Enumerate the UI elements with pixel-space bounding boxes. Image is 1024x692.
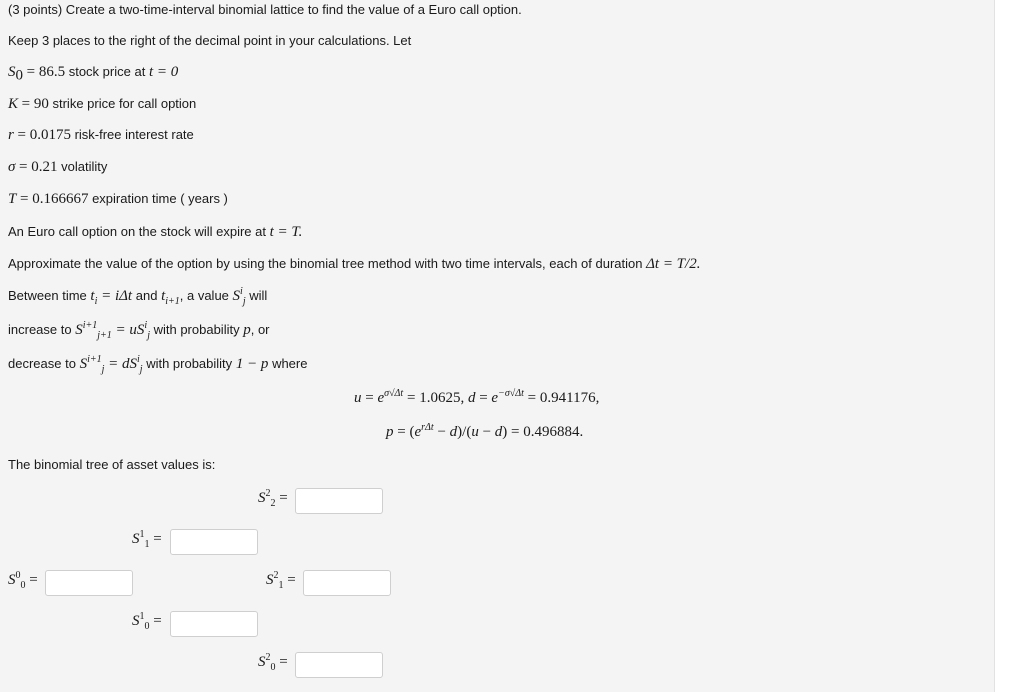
input-s01[interactable] xyxy=(170,611,258,637)
decrease-text: decrease to xyxy=(8,356,76,371)
between-will: will xyxy=(249,288,268,303)
increase-line xyxy=(8,320,270,341)
approx-math: Δt = T/2. xyxy=(646,256,701,272)
between-math-ti: $t_i = i\Delta t$ xyxy=(90,288,133,307)
decrease-p: 1 − p xyxy=(235,356,269,372)
param-t: T = 0.166667 expiration time ( years ) xyxy=(8,191,228,207)
between-math-s: $S^i_j$ xyxy=(232,286,246,307)
param-value: 0.21 xyxy=(31,159,58,175)
node-label-s12: $S^2_1$ = xyxy=(266,570,296,591)
between-tail: , a value xyxy=(179,288,229,303)
input-s12[interactable] xyxy=(303,570,391,596)
param-k: K = 90 strike price for call option xyxy=(8,96,197,112)
between-and: and xyxy=(135,288,158,303)
increase-p: p xyxy=(243,322,251,338)
param-desc: expiration time ( years ) xyxy=(92,191,228,206)
param-symbol: K xyxy=(8,96,19,112)
increase-text: increase to xyxy=(8,322,72,337)
node-label-s02: $S^2_0$ = xyxy=(258,652,288,673)
d-value: 0.941176 xyxy=(539,390,596,406)
decrease-tail: with probability xyxy=(146,356,233,371)
decrease-line xyxy=(8,354,308,375)
param-symbol: S xyxy=(8,64,16,80)
node-label-s01: $S^1_0$ = xyxy=(132,611,162,632)
approx-text: Approximate the value of the option by using the binomial tree method with two time intervals, each of duration xyxy=(8,256,643,271)
u-d-equation: $u = e^{\sigma√\Delta t} = 1.0625$, $d = e^{-\sigma√\Delta t} = 0.941176$, xyxy=(354,388,600,406)
param-s0: $S_0 = 86.5$ stock price at t = 0 xyxy=(8,64,179,84)
input-s11[interactable] xyxy=(170,529,258,555)
problem-header: (3 points) Create a two-time-interval binomial lattice to find the value of a Euro call option. xyxy=(8,2,522,17)
param-symbol-sub: 0 xyxy=(15,67,23,84)
expire-text: An Euro call option on the stock will expire at xyxy=(8,224,266,239)
approx-line xyxy=(8,256,700,272)
decrease-math: $S^{i+1}_j = dS^i_j$ xyxy=(79,354,143,375)
decrease-where: where xyxy=(272,356,308,371)
param-value: 86.5 xyxy=(38,64,66,80)
expire-math: t = T. xyxy=(269,224,303,240)
param-value: 90 xyxy=(33,96,49,112)
u-value: 1.0625 xyxy=(419,390,461,406)
param-symbol: T xyxy=(8,191,17,207)
param-desc: volatility xyxy=(61,159,108,174)
p-equation: $p = (e^{r\Delta t} - d)/(u - d) = 0.496884$. xyxy=(386,422,584,440)
param-tail: t = 0 xyxy=(148,64,179,80)
param-symbol: r xyxy=(8,127,14,143)
p-value: 0.496884 xyxy=(523,424,580,440)
increase-tail: with probability xyxy=(153,322,240,337)
between-line xyxy=(8,286,268,307)
param-desc: stock price at xyxy=(68,64,146,79)
node-label-s00: $S^0_0$ = xyxy=(8,570,38,591)
node-label-s22: $S^2_2$ = xyxy=(258,488,288,509)
increase-or: , or xyxy=(250,322,270,337)
param-symbol: σ xyxy=(8,159,16,175)
between-text: Between time xyxy=(8,288,87,303)
param-value: 0.166667 xyxy=(32,191,89,207)
param-desc: strike price for call option xyxy=(52,96,197,111)
increase-math: $S^{i+1}_{j+1} = uS^i_j$ xyxy=(75,320,150,341)
input-s00[interactable] xyxy=(45,570,133,596)
param-value: 0.0175 xyxy=(29,127,71,143)
input-s02[interactable] xyxy=(295,652,383,678)
tree-caption: The binomial tree of asset values is: xyxy=(8,457,216,472)
expire-line xyxy=(8,224,302,240)
instruction-text: Keep 3 places to the right of the decimal point in your calculations. Let xyxy=(8,33,412,48)
between-math-ti1: $t_{i+1}$ xyxy=(161,288,180,307)
param-r: r = 0.0175 risk-free interest rate xyxy=(8,127,194,143)
node-label-s11: $S^1_1$ = xyxy=(132,529,162,550)
param-desc: risk-free interest rate xyxy=(74,127,194,142)
param-sigma: σ = 0.21 volatility xyxy=(8,159,108,175)
input-s22[interactable] xyxy=(295,488,383,514)
